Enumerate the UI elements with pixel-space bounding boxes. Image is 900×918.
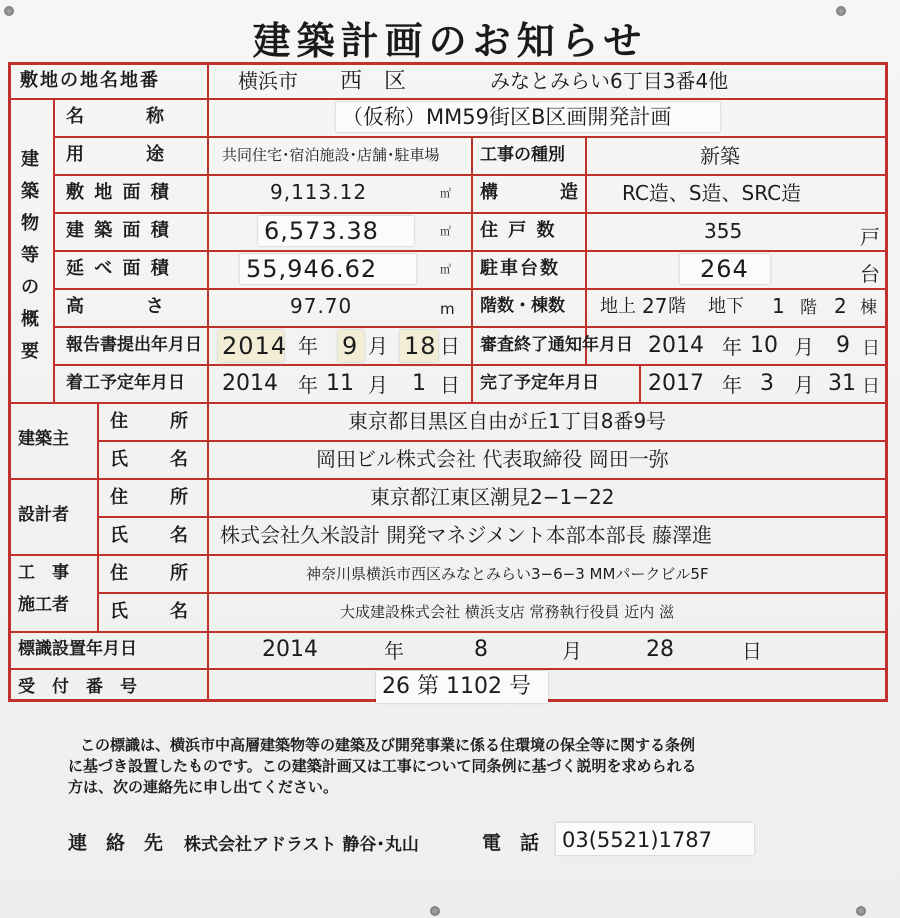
start-year: 2014 [222, 371, 278, 396]
site-area-unit: ㎡ [440, 187, 451, 200]
review-year: 2014 [648, 333, 704, 358]
rule [53, 364, 885, 366]
owner-address: 東京都目黒区自由が丘1丁目8番9号 [348, 409, 667, 433]
floor-area-label: 延 べ 面 積 [66, 258, 171, 279]
phone-number: 03(5521)1787 [562, 828, 712, 852]
rule [53, 136, 885, 138]
rule [53, 174, 885, 176]
parking-value: 264 [700, 255, 749, 283]
parking-label: 駐車台数 [480, 258, 560, 279]
review-date-label: 審査終了通知年月日 [480, 335, 633, 355]
rule [97, 592, 885, 594]
end-year: 2017 [648, 371, 704, 396]
unit-month: 月 [368, 373, 388, 397]
unit-year: 年 [722, 373, 742, 397]
designer-label: 設計者 [18, 505, 69, 525]
structure-value: RC造、S造、SRC造 [622, 181, 802, 205]
rule [11, 631, 885, 633]
rule [53, 250, 885, 252]
floors-below-prefix: 地下 [708, 296, 744, 317]
building-area-value: 6,573.38 [264, 217, 379, 245]
start-day: 1 [412, 371, 426, 396]
unit-year: 年 [298, 334, 318, 358]
notice-text [68, 735, 870, 798]
review-day: 9 [836, 333, 850, 358]
rule [53, 212, 885, 214]
unit-year: 年 [722, 335, 742, 359]
site-label: 敷地の地名地番 [20, 70, 160, 91]
rule [207, 65, 209, 702]
rule [53, 288, 885, 290]
sign-month: 8 [474, 637, 488, 662]
notice-line: に基づき設置したものです。この建築計画又は工事について同条例に基づく説明を求められる [68, 757, 697, 775]
unit-month: 月 [794, 335, 814, 359]
contractor-label-1: 工 事 [18, 563, 69, 583]
floors-below-suffix: 階 [800, 298, 817, 318]
board-title: 建築計画のお知らせ [252, 19, 648, 63]
site-area-label: 敷 地 面 積 [66, 182, 171, 203]
end-month: 3 [760, 371, 774, 396]
end-date-label: 完了予定年月日 [480, 373, 599, 393]
sign-date-label: 標識設置年月日 [18, 639, 137, 659]
review-month: 10 [750, 333, 778, 358]
rule [97, 440, 885, 442]
contractor-label-2: 施工者 [18, 595, 69, 615]
rule [53, 326, 885, 328]
use-value: 共同住宅･宿泊施設･店舗･駐車場 [222, 146, 440, 164]
start-month: 11 [326, 371, 354, 396]
owner-label: 建築主 [18, 429, 69, 449]
unit-month: 月 [562, 639, 582, 663]
site-city: 横浜市 [238, 69, 298, 93]
unit-day: 日 [440, 373, 460, 397]
contractor-address: 神奈川県横浜市西区みなとみらい3−6−3 MMパークビル5F [306, 565, 709, 583]
receipt-number: 26 第 1102 号 [382, 674, 531, 699]
report-day: 18 [404, 332, 437, 360]
contractor-address-label: 住 所 [110, 563, 190, 584]
site-ward: 西 区 [340, 69, 407, 94]
building-area-label: 建 築 面 積 [66, 220, 171, 241]
bolt-icon [4, 6, 14, 16]
rule [97, 516, 885, 518]
parking-unit: 台 [860, 262, 880, 286]
unit-day: 日 [862, 376, 880, 397]
report-date-label: 報告書提出年月日 [66, 335, 202, 355]
floors-below: 1 [772, 294, 785, 318]
structure-label: 構 造 [480, 182, 580, 203]
bolt-icon [836, 6, 846, 16]
height-label: 高 さ [66, 296, 166, 317]
owner-address-label: 住 所 [110, 411, 190, 432]
sign-day: 28 [646, 637, 674, 662]
unit-day: 日 [862, 338, 880, 359]
report-year: 2014 [222, 332, 288, 360]
owner-name-label: 氏 名 [110, 449, 190, 470]
rule [639, 364, 641, 402]
rule [53, 98, 55, 402]
designer-address: 東京都江東区潮見2−1−22 [370, 485, 615, 509]
site-area-value: 9,113.12 [270, 180, 368, 204]
unit-month: 月 [368, 334, 388, 358]
contact-label: 連 絡 先 [68, 832, 164, 854]
sign-year: 2014 [262, 637, 318, 662]
bolt-icon [856, 906, 866, 916]
rule [97, 402, 99, 631]
floors-above: 27 [642, 294, 668, 318]
site-address: みなとみらい6丁目3番4他 [490, 69, 729, 93]
floors-above-suffix: 階 [668, 296, 686, 317]
floor-area-value: 55,946.62 [246, 255, 378, 283]
owner-name: 岡田ビル株式会社 代表取締役 岡田一弥 [316, 447, 669, 471]
units-label: 住 戸 数 [480, 220, 557, 241]
name-label: 名 称 [66, 106, 166, 127]
work-type-value: 新築 [700, 144, 740, 168]
work-type-label: 工事の種別 [480, 145, 565, 165]
rule [11, 668, 885, 670]
phone-label: 電 話 [482, 832, 540, 854]
units-value: 355 [704, 219, 743, 243]
buildings-suffix: 棟 [860, 298, 877, 318]
contractor-name-label: 氏 名 [110, 601, 190, 622]
floor-area-unit: ㎡ [440, 263, 451, 276]
unit-month: 月 [794, 373, 814, 397]
unit-day: 日 [742, 639, 762, 663]
designer-name-label: 氏 名 [110, 525, 190, 546]
height-unit: m [440, 300, 455, 318]
rule [11, 98, 885, 100]
unit-day: 日 [440, 334, 460, 358]
notice-line: 方は、次の連絡先に申し出てください。 [68, 778, 339, 796]
start-date-label: 着工予定年月日 [66, 373, 185, 393]
units-unit: 戸 [860, 225, 880, 249]
floors-label: 階数・棟数 [480, 296, 565, 316]
end-day: 31 [828, 371, 856, 396]
rule [471, 136, 473, 402]
notice-line: この標識は、横浜市中高層建築物等の建築及び開発事業に係る住環境の保全等に関する条例 [80, 736, 696, 754]
rule [11, 554, 885, 556]
rule [11, 402, 885, 404]
bolt-icon [430, 906, 440, 916]
designer-name: 株式会社久米設計 開発マネジメント本部本部長 藤澤進 [220, 523, 713, 547]
unit-year: 年 [298, 373, 318, 397]
rule [585, 136, 587, 364]
height-value: 97.70 [290, 294, 353, 318]
contact-company: 株式会社アドラスト 静谷･丸山 [184, 835, 419, 855]
unit-year: 年 [384, 639, 404, 663]
buildings-count: 2 [834, 294, 847, 318]
contractor-name: 大成建設株式会社 横浜支店 常務執行役員 近内 滋 [340, 603, 675, 621]
building-group-label: 建築物等の概要 [21, 149, 39, 362]
receipt-label: 受 付 番 号 [18, 677, 137, 697]
use-label: 用 途 [66, 144, 166, 165]
designer-address-label: 住 所 [110, 487, 190, 508]
building-area-unit: ㎡ [440, 225, 451, 238]
project-name: （仮称）MM59街区B区画開発計画 [342, 105, 672, 129]
floors-above-prefix: 地上 [600, 296, 636, 317]
rule [11, 478, 885, 480]
report-month: 9 [342, 332, 359, 360]
